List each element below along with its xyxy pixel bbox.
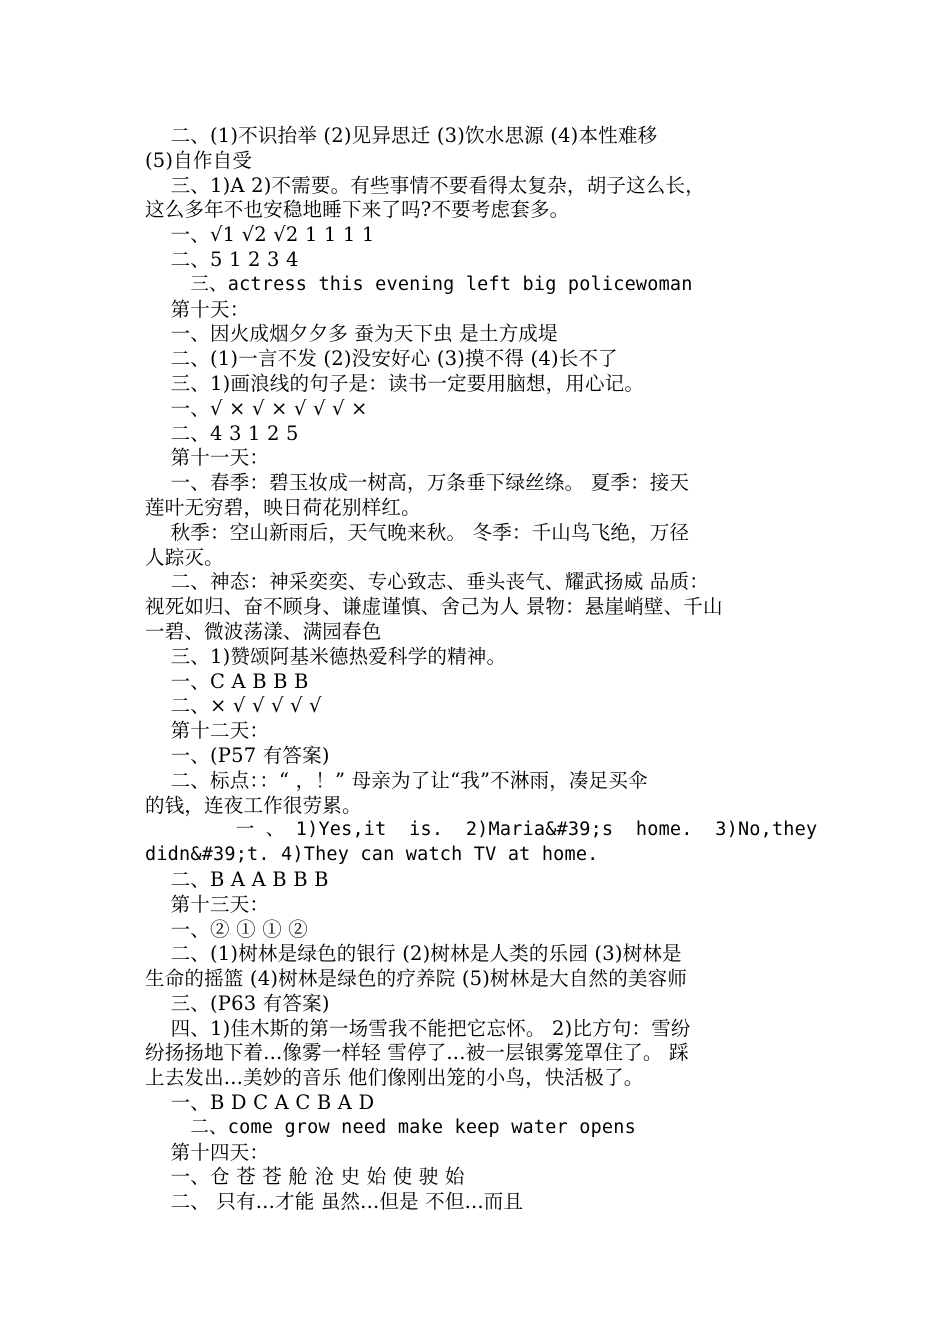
text-line: 的钱，连夜工作很劳累。 (145, 793, 362, 817)
text-line: 二、 只有...才能 虽然...但是 不但...而且 (145, 1190, 524, 1214)
text-line: 视死如归、奋不顾身、谦虚谨慎、舍己为人 景物：悬崖峭壁、千山 (145, 595, 723, 619)
text-line: 第十四天： (145, 1140, 270, 1164)
text-line: 上去发出...美妙的音乐 他们像刚出笼的小鸟，快活极了。 (145, 1066, 644, 1090)
text-line: 纷扬扬地下着...像雾一样轻 雪停了...被一层银雾笼罩住了。 踩 (145, 1041, 689, 1065)
text-line: didn&#39;t. 4)They can watch TV at home. (145, 844, 599, 866)
text-line: 三、(P63 有答案) (145, 991, 330, 1015)
text-line: 一、B D C A C B A D (145, 1091, 375, 1115)
text-line: 第十三天： (145, 892, 270, 916)
text-line: 秋季：空山新雨后，天气晚来秋。 冬季：千山鸟飞绝，万径 (145, 520, 690, 544)
text-line: 二、标点：：“ ，！” 母亲为了让“我”不淋雨，凑足买伞 (145, 768, 648, 792)
text-line: (5)自作自受 (145, 148, 253, 172)
text-line: 二、(1)一言不发 (2)没安好心 (3)摸不得 (4)长不了 (145, 347, 618, 371)
text-line: 三、1)赞颂阿基米德热爱科学的精神。 (145, 644, 507, 668)
text-line: 一、√ × √ × √ √ √ × (145, 396, 368, 420)
text-line: 一、(P57 有答案) (145, 743, 330, 767)
text-line: 二、× √ √ √ √ √ (145, 694, 322, 718)
text-line: 一、√1 √2 √2 1 1 1 1 (145, 223, 375, 247)
text-line: 二、B A A B B B (145, 867, 329, 891)
text-line: 二、神态：神采奕奕、专心致志、垂头丧气、耀武扬威 品质： (145, 570, 709, 594)
answer-text-body (145, 124, 818, 1215)
text-line: 二、come grow need make keep water opens (145, 1116, 636, 1138)
text-line: 一、仓 苍 苍 舱 沧 史 始 使 驶 始 (145, 1165, 465, 1189)
text-line: 这么多年不也安稳地睡下来了吗?不要考虑套多。 (145, 198, 570, 222)
text-line: 二、5 1 2 3 4 (145, 247, 299, 271)
text-line: 二、4 3 1 2 5 (145, 421, 299, 445)
text-line: 一、春季：碧玉妆成一树高，万条垂下绿丝绦。 夏季：接天 (145, 471, 690, 495)
text-line: 二、(1)不识抬举 (2)见异思迁 (3)饮水思源 (4)本性难移 (145, 124, 658, 147)
text-line: 生命的摇篮 (4)树林是绿色的疗养院 (5)树林是大自然的美容师 (145, 967, 688, 991)
text-line: 一 、 1)Yes,it is. 2)Maria&#39;s home. 3)No,they (145, 819, 818, 841)
text-line: 三、1)画浪线的句子是：读书一定要用脑想，用心记。 (145, 371, 645, 395)
text-line: 一、② ① ① ② (145, 917, 308, 941)
text-line: 三、actress this evening left big policewoman (145, 273, 693, 295)
text-line: 一、因火成烟夕夕多 蚕为天下虫 是土方成堤 (145, 322, 558, 346)
text-line: 第十一天： (145, 446, 270, 470)
text-line: 四、1)佳木斯的第一场雪我不能把它忘怀。 2)比方句：雪纷 (145, 1016, 691, 1040)
text-line: 三、1)A 2)不需要。有些事情不要看得太复杂，胡子这么长， (145, 173, 705, 197)
text-line: 二、(1)树林是绿色的银行 (2)树林是人类的乐园 (3)树林是 (145, 942, 682, 966)
text-line: 第十天： (145, 297, 250, 321)
text-line: 莲叶无穷碧，映日荷花别样红。 (145, 495, 421, 519)
text-line: 一碧、微波荡漾、满园春色 (145, 619, 382, 643)
text-line: 一、C A B B B (145, 669, 309, 693)
text-line: 第十二天： (145, 719, 270, 743)
text-line: 人踪灭。 (145, 545, 224, 569)
